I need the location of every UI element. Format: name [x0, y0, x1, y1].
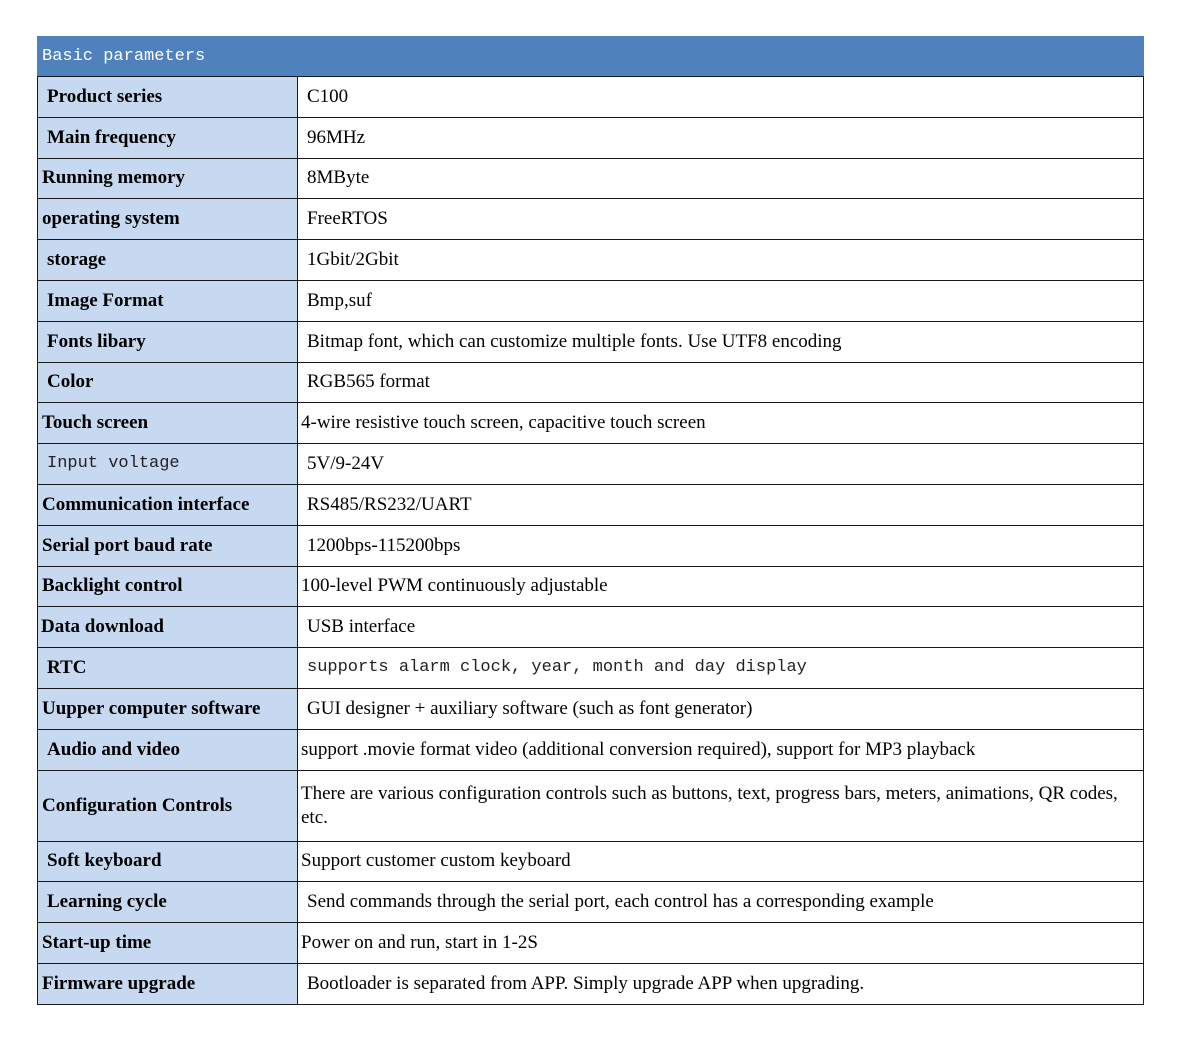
table-row: [38, 770, 1144, 841]
row-value: support .movie format video (additional conversion required), support for MP3 playback: [298, 729, 1144, 770]
table-row: [38, 321, 1144, 362]
row-label: Fonts libary: [38, 321, 298, 362]
row-value: GUI designer + auxiliary software (such as font generator): [298, 688, 1144, 729]
table-row: [38, 525, 1144, 566]
table-row: [38, 240, 1144, 281]
row-label: Backlight control: [38, 566, 298, 607]
table-row: [38, 882, 1144, 923]
row-label: Uupper computer software: [38, 688, 298, 729]
table-row: [38, 484, 1144, 525]
row-value: C100: [298, 77, 1144, 118]
row-label: Firmware upgrade: [38, 963, 298, 1004]
row-value: There are various configuration controls such as buttons, text, progress bars, meters, animations, QR codes, etc.: [298, 770, 1144, 841]
row-value: Bmp,suf: [298, 280, 1144, 321]
row-value: 96MHz: [298, 117, 1144, 158]
row-label: Serial port baud rate: [38, 525, 298, 566]
table-row: [38, 688, 1144, 729]
row-value: Power on and run, start in 1-2S: [298, 923, 1144, 964]
row-label: Soft keyboard: [38, 841, 298, 882]
row-value: 4-wire resistive touch screen, capacitive touch screen: [298, 403, 1144, 444]
row-label: Running memory: [38, 158, 298, 199]
row-value: FreeRTOS: [298, 199, 1144, 240]
row-value: Support customer custom keyboard: [298, 841, 1144, 882]
table-row: [38, 117, 1144, 158]
table-row: [38, 841, 1144, 882]
table-row: [38, 158, 1144, 199]
row-label: Image Format: [38, 280, 298, 321]
table-row: [38, 566, 1144, 607]
row-value: USB interface: [298, 607, 1144, 648]
table-row: [38, 362, 1144, 403]
row-value: 5V/9-24V: [298, 444, 1144, 485]
table-row: [38, 444, 1144, 485]
row-label: Audio and video: [38, 729, 298, 770]
row-value: RS485/RS232/UART: [298, 484, 1144, 525]
table-row: [38, 77, 1144, 118]
row-label: Configuration Controls: [38, 770, 298, 841]
basic-parameters-table: [37, 36, 1144, 1005]
row-label: Data download: [38, 607, 298, 648]
row-label: Input voltage: [38, 444, 298, 485]
row-label: Color: [38, 362, 298, 403]
table-title: Basic parameters: [38, 37, 1144, 77]
row-value: RGB565 format: [298, 362, 1144, 403]
row-value: Bitmap font, which can customize multiple fonts. Use UTF8 encoding: [298, 321, 1144, 362]
table-row: [38, 729, 1144, 770]
row-label: Touch screen: [38, 403, 298, 444]
row-label: Communication interface: [38, 484, 298, 525]
table-row: [38, 607, 1144, 648]
table-row: [38, 923, 1144, 964]
row-label: Start-up time: [38, 923, 298, 964]
table-row: [38, 280, 1144, 321]
row-value: 100-level PWM continuously adjustable: [298, 566, 1144, 607]
row-value: 1Gbit/2Gbit: [298, 240, 1144, 281]
row-label: RTC: [38, 648, 298, 689]
row-label: operating system: [38, 199, 298, 240]
table-row: [38, 648, 1144, 689]
row-label: storage: [38, 240, 298, 281]
row-label: Main frequency: [38, 117, 298, 158]
table-header-row: [38, 37, 1144, 77]
row-label: Learning cycle: [38, 882, 298, 923]
table-row: [38, 403, 1144, 444]
row-value: Bootloader is separated from APP. Simply upgrade APP when upgrading.: [298, 963, 1144, 1004]
row-value: supports alarm clock, year, month and day display: [298, 648, 1144, 689]
row-value: 1200bps-115200bps: [298, 525, 1144, 566]
table-row: [38, 963, 1144, 1004]
row-value: Send commands through the serial port, each control has a corresponding example: [298, 882, 1144, 923]
row-label: Product series: [38, 77, 298, 118]
row-value: 8MByte: [298, 158, 1144, 199]
table-row: [38, 199, 1144, 240]
